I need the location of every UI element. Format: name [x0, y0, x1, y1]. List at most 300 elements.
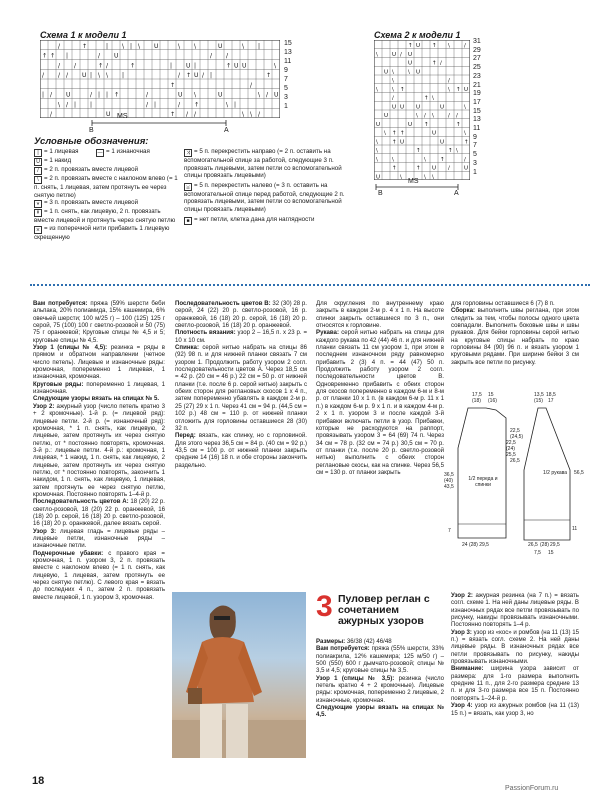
- chart-symbol: \: [376, 51, 378, 58]
- dim-label: 17: [548, 398, 554, 404]
- dim-label: (24): [506, 446, 515, 452]
- chart-symbol: |: [194, 62, 197, 70]
- paragraph-text: узор из «кос» и ромбов (на 11 (13) 15 п.) = вязать согл. схеме 2. На ней даны лицевые ряды. В изнаночных рядах все петли провязывать по рисунку, накиды провязывать изнаночными.: [451, 628, 579, 666]
- chart-symbol: U: [400, 139, 405, 146]
- chart-symbol: /: [456, 113, 458, 119]
- page-number: 18: [32, 775, 45, 787]
- increase-icon: ⨯: [35, 226, 41, 233]
- model-title: Пуловер реглан с сочетанием ажурных узоров: [338, 593, 430, 627]
- scheme1-b-label: B: [89, 127, 94, 134]
- chart-symbol: /: [106, 62, 109, 70]
- chart-symbol: \: [424, 174, 426, 180]
- scheme2-chart: [374, 40, 470, 180]
- dim-label: 15: [548, 550, 554, 556]
- paragraph-heading: Рукава:: [316, 329, 339, 337]
- chart-symbol: U: [384, 113, 389, 119]
- chart-symbol: \: [98, 72, 101, 80]
- dim-label: 15: [488, 392, 494, 398]
- paragraph: [316, 675, 444, 704]
- chart-symbol: /: [186, 111, 189, 118]
- dim-label: 29,5: [550, 542, 560, 548]
- pattern-diagram: [440, 388, 590, 563]
- chart-symbol: U: [114, 52, 119, 60]
- row-number: 31: [473, 38, 481, 45]
- chart-symbol: ↑: [50, 52, 56, 60]
- legend-text: = 2 п. провязать вместе лицевой: [44, 166, 139, 173]
- paragraph: [33, 550, 165, 601]
- chart-symbol: ↑: [456, 121, 461, 128]
- chart-symbol: U: [234, 62, 239, 70]
- chart-symbol: /: [210, 52, 213, 60]
- chart-symbol: \: [242, 111, 245, 118]
- paragraph-heading: Внимание:: [451, 665, 484, 673]
- row-number: 17: [473, 98, 481, 106]
- paragraph-heading: Узор 1 (спицы № 4,5):: [33, 344, 108, 352]
- chart-symbol: ↑: [424, 95, 429, 102]
- chart-symbol: U: [106, 111, 111, 118]
- dim-label: 24 (28) 29,5: [462, 542, 489, 548]
- paragraph-heading: Плотность вязания:: [175, 329, 236, 337]
- chart-symbol: /: [146, 101, 149, 109]
- paragraph-text: ширина узора зависит от размера: для 1-го размера выполнить средние 11 п., для 2-го размера средние 13 п. и для 3-го размера все 15 п. Постоянно повторять 1–24-й р.: [451, 665, 579, 702]
- paragraph: [451, 300, 579, 307]
- chart-symbol: ↑: [432, 60, 437, 67]
- chart-symbol: ↑: [392, 165, 397, 172]
- chart-symbol: \: [464, 130, 466, 137]
- paragraph-text: серой нитью набрать на спицы 86 (92) 98 п. и для нижней планки связать 7 см узором 1. Продолжить работу узором 2 согл. последовательности цветов А. Через 18,5 см = 42 р. (20 см = 46 р.) 22 см = 50 р. от нижней планки (т.е. после 6 р. серой нитью) закрыть с обеих сторон для реглановых скосов 1 х 4 п., затем попеременно убавлять в каждом 2-м р. 25 (27) 29 х 1 п. Через 41 см = 94 р. (44,5 см = 102 р.) 48 см = 110 р. от нижней планки отложить для горловины оставшиеся 28 (30) 32 п.: [175, 344, 307, 432]
- paragraph-heading: Следующие узоры вязать на спицах № 4,5.: [316, 704, 444, 719]
- legend-item: [184, 182, 349, 214]
- chart-symbol: U: [432, 130, 437, 137]
- chart-symbol: U: [376, 121, 381, 128]
- dim-label: 11: [572, 526, 578, 532]
- paragraph-heading: Перед:: [175, 432, 196, 440]
- chart-symbol: \: [376, 86, 378, 93]
- chart-symbol: /: [178, 72, 181, 80]
- paragraph: [175, 329, 307, 344]
- legend-left: [34, 148, 182, 241]
- chart-symbol: U: [408, 121, 413, 128]
- paragraph-heading: Узор 2:: [33, 402, 55, 410]
- paragraph: [316, 300, 444, 329]
- scheme2-title: Схема 2 к модели 1: [374, 30, 461, 40]
- chart-symbol: \: [106, 72, 109, 80]
- legend-text: = 2 п. провязать вместе с наклоном влево (= 1 п. снять, 1 лицевая, затем протянуть ее через снятую петлю): [34, 175, 178, 199]
- chart-symbol: \: [392, 86, 394, 93]
- chart-symbol: /: [194, 111, 197, 118]
- dim-label: 26,5: [510, 458, 520, 464]
- legend-item: [184, 148, 349, 180]
- paragraph: [451, 665, 579, 702]
- row-number: 3: [284, 94, 288, 101]
- chart-symbol: ↑: [42, 52, 48, 60]
- paragraph-heading: Спинка:: [175, 344, 199, 352]
- chart-symbol: U: [154, 42, 159, 50]
- dim-label: 56,5: [574, 470, 584, 476]
- row-number: 11: [284, 58, 292, 65]
- paragraph-text: резинка = ряды в прямом и обратном направлении (четное число петель). Лицевые и изнаночные ряды: кромочная, попеременно 1 лицевая, 1 изнаночная, кромочная.: [33, 344, 165, 381]
- paragraph-text: выполнить швы реглана, при этом следить за тем, чтобы полосы одного цвета совпадали. Выполнить боковые швы и швы рукавов. Для бейки горловины серой нитью на круговые спицы набрать по краю горловины 84 (90) 96 п. и вязать узором 1 круговыми рядами. При ширине бейки 3 см закрыть все петли по рисунку.: [451, 307, 579, 366]
- legend-text: = 5 п. перекрестить налево (= 3 п. оставить на вспомогательной спице перед работой, следующие 2 п. провязать лицевыми, затем петли со вспомогательной спицы провязать лицевыми): [184, 181, 345, 213]
- chart-symbol: ↑: [448, 148, 453, 154]
- chart-symbol: /: [448, 113, 450, 119]
- chart-symbol: ↑: [266, 72, 272, 80]
- no-stitch-icon: ■: [184, 217, 192, 225]
- paragraph: [33, 403, 165, 498]
- chart-symbol: \: [376, 139, 378, 146]
- chart-symbol: ↑: [400, 86, 405, 93]
- legend-item: [34, 199, 182, 208]
- chart-symbol: \: [408, 69, 410, 76]
- paragraph-heading: Последовательность цветов В:: [175, 300, 271, 307]
- legend-item: [34, 157, 182, 166]
- chart-symbol: ↑: [226, 62, 232, 70]
- chart-symbol: /: [58, 42, 61, 50]
- dim-label: 7: [448, 528, 451, 534]
- chart-symbol: \: [456, 148, 458, 154]
- chart-symbol: \: [448, 43, 450, 49]
- row-number: 7: [473, 142, 477, 150]
- scheme1-grid: [40, 40, 280, 118]
- paragraph-text: ажурная резинка (на 7 п.) = вязать согл. схеме 1. На ней даны лицевые ряды. В изнаночных рядах все петли провязывать по рисунку, накиды провязывать изнаночными. Постоянно повторять 1–4 р.: [451, 592, 579, 629]
- chart-symbol: ↑: [98, 62, 104, 70]
- paragraph: [33, 498, 165, 527]
- row-number: 25: [473, 64, 481, 72]
- chart-symbol: ↑: [416, 148, 421, 154]
- dim-label: (15): [534, 398, 543, 404]
- paragraph-text: лицевая гладь = лицевые ряды – лицевые петли, изнаночные ряды – изнаночные петли.: [33, 527, 165, 550]
- chart-symbol: /: [50, 111, 53, 118]
- chart-symbol: /: [464, 156, 466, 163]
- paragraph-heading: Размеры:: [316, 638, 346, 645]
- chart-symbol: |: [170, 62, 173, 70]
- chart-symbol: U: [464, 165, 469, 172]
- chart-symbol: /: [440, 60, 442, 67]
- legend-text: = из поперечной нити прибавить 1 лицевую скрещенную: [34, 224, 170, 241]
- paragraph-heading: Вам потребуется:: [316, 645, 370, 653]
- paragraph: [33, 395, 165, 402]
- row-number: 9: [473, 133, 477, 141]
- chart-symbol: U: [408, 51, 413, 58]
- paragraph: [316, 329, 444, 475]
- pattern-outline: [440, 388, 590, 563]
- chart-symbol: \: [384, 130, 386, 137]
- row-number: 21: [473, 81, 481, 89]
- chart-symbol: ↑: [424, 121, 429, 128]
- chart-symbol: |: [258, 42, 261, 50]
- paragraph: [316, 638, 444, 645]
- dim-label: (18): [472, 398, 481, 404]
- paragraph-heading: Сборка:: [451, 307, 475, 315]
- chart-symbol: U: [218, 91, 223, 99]
- legend-text: = нет петли, клетка дана для наглядности: [194, 215, 315, 223]
- dim-label: 7,5: [534, 550, 541, 556]
- model-illustration: [172, 592, 306, 758]
- scheme2-grid: [374, 40, 470, 180]
- chart-symbol: /: [58, 62, 61, 70]
- text-column-4-bottom: [451, 592, 579, 760]
- scheme1-ms-label: MS: [117, 113, 128, 120]
- chart-symbol: U: [392, 51, 397, 58]
- cable-right-icon: ⤨: [185, 150, 190, 156]
- chart-symbol: U: [392, 104, 397, 111]
- chart-symbol: U: [218, 42, 223, 50]
- paragraph-text: узор из ажурных ромбов (на 11 (13) 15 п.) = вязать, как узор 3, но: [451, 702, 579, 717]
- row-number: 15: [284, 40, 292, 47]
- chart-symbol: U: [416, 69, 421, 76]
- chart-symbol: ↑: [130, 62, 136, 70]
- chart-symbol: /: [74, 62, 77, 70]
- chart-symbol: |: [90, 72, 93, 80]
- chart-symbol: \: [242, 42, 245, 50]
- row-number: 3: [473, 159, 477, 167]
- scheme1-title: Схема 1 к модели 1: [40, 30, 127, 40]
- paragraph-heading: Узор 1 (спицы № 3,5):: [316, 674, 395, 682]
- paragraph-text: пряжа (59% шерсти беби альпака, 20% полиамида, 15% кашемира, 6% овечьей шерсти; 100 м/25 г) – 100 (125) 125 г серой, 75 (100) 100 г светло-розовой и 50 (75) 75 г оранжевой; Круговые спицы № 4,5 и 5; круговые спицы № 4,5.: [33, 300, 165, 344]
- scheme1-ms-bracket: [40, 118, 280, 132]
- paragraph-text: вязать, как спинку, но с горловиной. Для этого через 36,5 см = 84 р. (40 см = 92 р.) 43,5 см = 100 р. от нижней планки закрыть средние 14 (16) 18 п. и обе стороны закончить раздельно.: [175, 432, 307, 469]
- purl-stitch-icon: —: [97, 150, 103, 156]
- paragraph-heading: Узор 3:: [33, 527, 57, 535]
- paragraph-text: попеременно 1 лицевая, 1 изнаночная.: [33, 380, 165, 396]
- row-number: 1: [473, 168, 477, 176]
- chart-symbol: \: [178, 42, 181, 50]
- chart-symbol: ↑: [408, 43, 413, 49]
- chart-symbol: U: [432, 165, 437, 172]
- row-number: 15: [473, 107, 481, 115]
- dim-label: 25,5: [506, 452, 516, 458]
- row-number: 27: [473, 55, 481, 63]
- legend-right: [184, 148, 349, 225]
- dim-label: 36,5: [444, 472, 454, 478]
- chart-symbol: U: [194, 72, 199, 80]
- model-number: 3: [316, 590, 333, 623]
- paragraph-text: для горловины оставшиеся 6 (7) 8 п.: [451, 300, 555, 307]
- cable-left-icon: ⤩: [185, 183, 190, 190]
- chart-symbol: \: [432, 174, 434, 180]
- legend-text: = 1 лицевая: [44, 148, 79, 155]
- chart-symbol: U: [242, 62, 247, 70]
- chart-symbol: |: [74, 101, 77, 109]
- k3tog-icon: ⩔: [34, 200, 42, 208]
- chart-symbol: ↑: [82, 42, 88, 50]
- chart-symbol: \: [448, 86, 450, 93]
- chart-symbol: |: [234, 101, 237, 109]
- chart-symbol: \: [376, 148, 378, 154]
- chart-symbol: \: [250, 111, 253, 118]
- chart-symbol: \: [424, 156, 426, 163]
- chart-symbol: /: [448, 78, 450, 84]
- paragraph-heading: Узор 3:: [451, 628, 472, 636]
- chart-symbol: ↑: [416, 165, 421, 172]
- paragraph-text: серой нитью набрать на спицы для каждого рукава по 42 (44) 46 п. и для нижней планки связать 11 см узором 1, при этом в последнем изнаночном ряду равномерно прибавить 2 (3) 4 п. = 44 (47) 50 п. Продолжить работу узором 2 согл. последовательности цветов В. Одновременно прибавить с обеих сторон для скосов попеременно в каждом 6-м и 8-м р. от планки 10 х 1 п. (в каждом 6-м р. 11 х 1 п.) в каждом 6-м р. 9 х 1 п. и в каждом 4-м р. 2 х 1 п. узором 3 и после каждой 3-й прибавки включать петли в узор. Прибавки, которые не расходуются на раппорт, провязывать узором 3 = 64 (69) 74 п. Через 34 см = 78 р. (32 см = 74 р.) 30,5 см = 70 р. от планки (т.е. после 20 р. светло-розовой нитью) выполнить с обеих сторон реглановые скосы, как на спинке. Через 56,5 см = 130 р. от планки закрыть: [316, 329, 444, 475]
- chart-symbol: ↑: [194, 101, 200, 109]
- chart-symbol: U: [464, 86, 469, 93]
- chart-symbol: U: [82, 72, 87, 80]
- chart-symbol: ↑: [432, 43, 437, 49]
- paragraph: [175, 300, 307, 329]
- chart-symbol: /: [464, 43, 466, 49]
- legend-text: = 3 п. провязать вместе лицевой: [44, 199, 139, 207]
- paragraph-text: резинка (число петель кратно 4 + 2 кромочные). Лицевые ряды: кромочная, попеременно 2 лицевые, 2 изнаночные, кромочная.: [316, 674, 444, 704]
- paragraph-text: ажурный узор (число петель кратно 3 + 2 кромочные). 1-й р. (= лицевой ряд): лицевые петли. 2-й р. (= изнаночный ряд): кромочная, * 1 п. снять, как лицевую, 2 лицевые, затем протянуть их через снятую петлю, от * постоянно повторять, кромочная. 3-й р.: лицевые петли. 4-й р.: кромочная, 1 лицевая, * 1 накид, 1 п. снять, как лицевую, 2 лицевые, затем протянуть их через снятую петлю, от * постоянно повторять, закончить 1 накидом, 1 п. снять, как лицевую, 1 лицевая, затем протянуть ее через снятую петлю, кромочная. Постоянно повторять 1–4-й р.: [33, 402, 165, 498]
- chart-symbol: ↑: [392, 130, 397, 137]
- paragraph: [175, 432, 307, 469]
- sk2p-icon: ↟: [35, 210, 41, 217]
- watermark: PassionForum.ru: [505, 785, 559, 792]
- paragraph: [316, 704, 444, 719]
- chart-symbol: ↑: [392, 139, 397, 146]
- model-photo: [172, 592, 306, 758]
- scheme1-a-label: A: [224, 127, 229, 134]
- paragraph-text: 36/38 (42) 46/48: [345, 638, 392, 645]
- legend-text: = 1 накид: [44, 157, 72, 164]
- chart-symbol: |: [106, 42, 109, 50]
- chart-symbol: \: [392, 78, 394, 84]
- paragraph-heading: Узор 4:: [451, 702, 473, 710]
- chart-symbol: U: [178, 91, 183, 99]
- paragraph-heading: Узор 2:: [451, 592, 473, 599]
- chart-symbol: /: [42, 72, 45, 80]
- chart-symbol: ↑: [456, 86, 461, 93]
- front-back-label: 1/2 переда и спинки: [468, 476, 498, 488]
- chart-symbol: |: [154, 101, 157, 109]
- chart-symbol: /: [400, 51, 402, 58]
- paragraph-text: с правого края = кромочная, 1 п. узором 3, 2 п. провязать вместе с наклоном влево (= 1 п. снять, как лицевую, 1 лицевая, затем протянуть ее через снятую петлю). С левого края = вязать до последних 4 п., затем 2 п. провязать вместе лицевой, 1 п. узором 3, кромочная.: [33, 549, 165, 601]
- row-number: 5: [473, 151, 477, 159]
- chart-symbol: U: [440, 139, 445, 146]
- chart-symbol: \: [138, 42, 141, 50]
- chart-symbol: |: [130, 42, 133, 50]
- scheme2-ms-label: MS: [408, 178, 419, 185]
- legend-text: = 1 п. снять, как лицевую, 2 п. провязать вместе лицевой и протянуть через снятую петлю: [34, 208, 176, 225]
- chart-symbol: U: [274, 91, 279, 99]
- section-divider: [30, 284, 590, 286]
- chart-symbol: \: [258, 91, 261, 99]
- k2tog-icon: /: [34, 167, 42, 175]
- paragraph: [33, 381, 165, 396]
- dim-label: (40): [444, 478, 453, 484]
- chart-symbol: ↑: [114, 91, 120, 99]
- row-number: 13: [284, 49, 292, 56]
- paragraph-heading: Подчерочные убавки:: [33, 549, 104, 557]
- chart-symbol: /: [448, 165, 450, 172]
- dim-label: (16): [488, 398, 497, 404]
- paragraph-text: узор 2 – 16,5 п. х 23 р. = 10 х 10 см.: [175, 329, 307, 344]
- chart-symbol: |: [66, 52, 69, 60]
- paragraph: [451, 629, 579, 666]
- row-number: 7: [284, 76, 288, 83]
- text-column-4: [451, 300, 579, 385]
- chart-symbol: /: [178, 101, 181, 109]
- legend-middle: [96, 148, 182, 157]
- chart-symbol: /: [258, 111, 261, 118]
- chart-symbol: \: [464, 104, 466, 111]
- paragraph: [175, 344, 307, 432]
- dim-label: 13,5: [534, 392, 544, 398]
- scheme1-chart: [40, 40, 280, 118]
- chart-symbol: |: [98, 91, 101, 99]
- legend-title: Условные обозначения:: [34, 136, 149, 147]
- chart-symbol: \: [194, 42, 197, 50]
- chart-symbol: U: [384, 69, 389, 76]
- legend-item: [34, 208, 182, 225]
- chart-symbol: /: [66, 101, 69, 109]
- scheme2-ms-bracket: [374, 181, 474, 193]
- text-column-3: [316, 300, 444, 475]
- chart-symbol: \: [194, 91, 197, 99]
- paragraph-text: Для скругления по внутреннему краю закрыть в каждом 2-м р. 4 х 1 п. На высоте спинки закрыть оставшиеся по 3 п., они относятся к горловине.: [316, 300, 444, 330]
- text-column-1: [33, 300, 165, 695]
- chart-symbol: /: [66, 72, 69, 80]
- chart-symbol: /: [424, 113, 426, 119]
- chart-symbol: |: [106, 91, 109, 99]
- paragraph-heading: Вам потребуется:: [33, 300, 88, 307]
- chart-symbol: U: [408, 60, 413, 67]
- chart-symbol: |: [210, 72, 213, 80]
- chart-symbol: \: [432, 113, 434, 119]
- paragraph: [451, 702, 579, 717]
- yarn-over-icon: U: [34, 158, 42, 166]
- chart-symbol: \: [432, 95, 434, 102]
- chart-symbol: ↑: [170, 81, 176, 89]
- chart-symbol: \: [392, 156, 394, 163]
- chart-symbol: /: [226, 52, 229, 60]
- dim-label: 18,5: [546, 392, 556, 398]
- sleeve-label: 1/2 рукава: [543, 470, 568, 476]
- dim-label: (28): [540, 542, 549, 548]
- scheme2-a-label: A: [454, 190, 459, 197]
- chart-symbol: \: [58, 101, 61, 109]
- dim-label: 43,5: [444, 484, 454, 490]
- paragraph-text: пряжа (55% шерсти, 33% полиакрила, 12% кашемира; 125 м/50 г) – 500 (550) 600 г дымчато-розовой; спицы № 3,5 и 4,5; круговые спицы № 3,5.: [316, 645, 444, 675]
- paragraph-heading: Круговые ряды:: [33, 380, 84, 388]
- chart-symbol: ↑: [464, 139, 469, 146]
- legend-item: [34, 166, 182, 175]
- chart-symbol: ↑: [400, 130, 405, 137]
- chart-symbol: \: [226, 101, 229, 109]
- row-number: 11: [473, 125, 481, 133]
- paragraph: [33, 300, 165, 344]
- paragraph-text: 32 (30) 28 р. серой, 24 (22) 20 р. светло-розовой, 16 р. оранжевой, 16 (18) 20 р. серой, 16 (18) 20 р. светло-розовой, 16 (18) 20 р. оранжевой.: [175, 300, 307, 330]
- chart-symbol: \: [274, 62, 277, 70]
- paragraph-heading: Следующие узоры вязать на спицах № 5.: [33, 395, 160, 403]
- dim-label: 17,5: [472, 392, 482, 398]
- scheme2-b-label: B: [378, 190, 383, 197]
- legend-text: = 1 изнаночная: [106, 148, 150, 155]
- chart-symbol: \: [122, 42, 125, 50]
- chart-symbol: /: [202, 72, 205, 80]
- legend-item: [96, 148, 182, 157]
- chart-symbol: U: [416, 104, 421, 111]
- chart-symbol: |: [90, 101, 93, 109]
- paragraph: [316, 645, 444, 674]
- chart-symbol: U: [400, 104, 405, 111]
- paragraph: [451, 592, 579, 629]
- chart-symbol: |: [42, 91, 45, 99]
- paragraph-heading: Последовательность цветов А:: [33, 498, 129, 506]
- chart-symbol: \: [376, 156, 378, 163]
- chart-symbol: \: [400, 174, 402, 180]
- paragraph: [451, 307, 579, 366]
- row-number: 9: [284, 67, 288, 74]
- chart-symbol: ↑: [440, 156, 445, 163]
- chart-symbol: /: [266, 91, 269, 99]
- chart-symbol: |: [122, 72, 125, 80]
- chart-symbol: ↑: [186, 72, 192, 80]
- chart-symbol: ↑: [170, 111, 176, 118]
- row-number: 1: [284, 103, 288, 110]
